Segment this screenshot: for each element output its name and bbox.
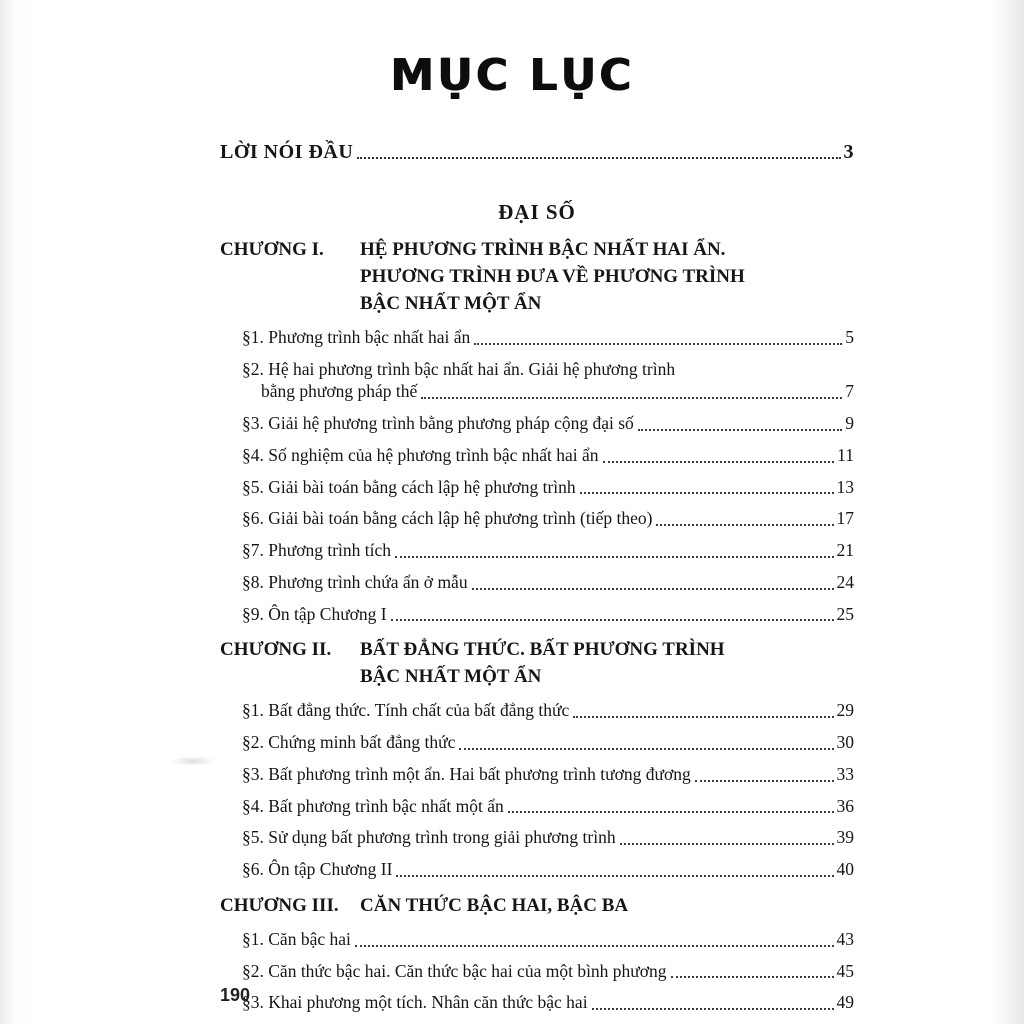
- dot-leader: [391, 619, 834, 621]
- entry-last-line: [242, 858, 854, 881]
- entry-title: §6. Giải bài toán bằng cách lập hệ phương trình (tiếp theo): [242, 508, 653, 529]
- entry-title: §9. Ôn tập Chương I: [242, 603, 387, 624]
- dot-leader: [620, 843, 834, 845]
- entry-page-number: 17: [836, 508, 854, 529]
- toc-entry: [242, 699, 854, 722]
- toc-entry: [242, 960, 854, 983]
- toc-entry: [242, 412, 854, 435]
- chapter-heading: [220, 893, 854, 920]
- entry-page-number: 25: [836, 603, 854, 624]
- entry-title: §4. Số nghiệm của hệ phương trình bậc nhất hai ẩn: [242, 444, 599, 465]
- toc-entry: [242, 358, 854, 404]
- entry-last-line: [242, 826, 854, 849]
- toc-entry: [242, 991, 854, 1014]
- entry-title: §7. Phương trình tích: [242, 540, 392, 561]
- entry-title: §2. Căn thức bậc hai. Căn thức bậc hai của một bình phương: [242, 960, 667, 981]
- dot-leader: [395, 556, 833, 558]
- entry-page-number: 21: [836, 540, 854, 561]
- entry-page-number: 36: [836, 795, 854, 816]
- toc-entry: [242, 507, 854, 530]
- entry-last-line: [242, 699, 854, 722]
- chapter-title-line: BẬC NHẤT MỘT ẨN: [360, 292, 542, 314]
- entry-title: §6. Ôn tập Chương II: [242, 859, 393, 880]
- entry-page-number: 29: [836, 700, 854, 721]
- entry-title: §3. Bất phương trình một ẩn. Hai bất phương trình tương đương: [242, 763, 691, 784]
- entry-last-line: [242, 603, 854, 626]
- entry-page-number: 13: [836, 476, 854, 497]
- entry-page-number: 45: [836, 960, 854, 981]
- footer-page-number: 190: [220, 985, 251, 1005]
- dot-leader: [472, 588, 834, 590]
- entry-page-number: 33: [836, 763, 854, 784]
- toc-entry: [242, 444, 854, 467]
- entry-title: §1. Bất đẳng thức. Tính chất của bất đẳng thức: [242, 700, 570, 721]
- entry-last-line: [242, 763, 854, 786]
- entry-last-line: [242, 991, 854, 1014]
- entry-page-number: 49: [836, 992, 854, 1013]
- dot-leader: [592, 1008, 834, 1010]
- dot-leader: [573, 716, 833, 718]
- toc-entry: [242, 826, 854, 849]
- toc-entry: [242, 763, 854, 786]
- preface-page-number: 3: [843, 141, 854, 163]
- toc-entry: [242, 326, 854, 349]
- entry-last-line: [242, 960, 854, 983]
- toc-entry: [242, 571, 854, 594]
- section-heading: ĐẠI SỐ: [498, 200, 576, 224]
- entry-page-number: 39: [836, 827, 854, 848]
- entry-page-number: 40: [836, 859, 854, 880]
- entry-title: bằng phương pháp thế: [261, 381, 418, 402]
- dot-leader: [357, 157, 840, 159]
- chapter-title-line: BẬC NHẤT MỘT ẨN: [360, 666, 542, 688]
- entry-title: §2. Chứng minh bất đẳng thức: [242, 732, 456, 753]
- preface-row: [220, 141, 854, 164]
- entry-last-line: [242, 928, 854, 951]
- dot-leader: [459, 748, 833, 750]
- dot-leader: [580, 492, 834, 494]
- dot-leader: [656, 524, 833, 526]
- entry-title: §5. Sử dụng bất phương trình trong giải phương trình: [242, 827, 616, 848]
- entry-page-number: 5: [845, 326, 854, 347]
- dot-leader: [695, 780, 834, 782]
- entry-last-line: [242, 539, 854, 562]
- entry-last-line: [242, 444, 854, 467]
- entry-page-number: 7: [845, 381, 854, 402]
- entry-text-line: §2. Hệ hai phương trình bậc nhất hai ẩn. Giải hệ phương trình: [242, 358, 676, 379]
- toc-entry: [242, 603, 854, 626]
- chapter-title-line: BẤT ĐẲNG THỨC. BẤT PHƯƠNG TRÌNH: [360, 639, 725, 661]
- toc-entry: [242, 539, 854, 562]
- chapter-title-line: PHƯƠNG TRÌNH ĐƯA VỀ PHƯƠNG TRÌNH: [360, 265, 745, 287]
- chapter-title: [360, 637, 854, 691]
- dot-leader: [671, 976, 834, 978]
- toc-entry: [242, 928, 854, 951]
- entry-page-number: 9: [845, 413, 854, 434]
- page-title: MỤC LỤC: [389, 50, 635, 101]
- entry-title: §8. Phương trình chứa ẩn ở mẫu: [242, 571, 468, 592]
- entry-last-line: [242, 380, 854, 403]
- chapter-heading: [220, 637, 854, 691]
- entry-page-number: 43: [836, 928, 854, 949]
- toc-entry: [242, 858, 854, 881]
- entry-last-line: [242, 412, 854, 435]
- scan-smudge: [170, 756, 216, 766]
- entry-last-line: [242, 731, 854, 754]
- entry-page-number: 11: [837, 444, 854, 465]
- entry-page-number: 30: [836, 732, 854, 753]
- entry-last-line: [242, 571, 854, 594]
- dot-leader: [638, 429, 842, 431]
- entry-page-number: 24: [836, 571, 854, 592]
- dot-leader: [355, 945, 834, 947]
- entry-last-line: [242, 326, 854, 349]
- entry-title: §1. Phương trình bậc nhất hai ẩn: [242, 326, 471, 347]
- entry-title: §3. Khai phương một tích. Nhân căn thức bậc hai: [242, 992, 588, 1013]
- entry-last-line: [242, 476, 854, 499]
- chapter-label: CHƯƠNG III.: [220, 894, 339, 916]
- entry-title: §5. Giải bài toán bằng cách lập hệ phương trình: [242, 476, 576, 497]
- dot-leader: [396, 875, 833, 877]
- entry-title: §3. Giải hệ phương trình bằng phương pháp cộng đại số: [242, 413, 634, 434]
- toc-entry: [242, 476, 854, 499]
- chapter-title-line: HỆ PHƯƠNG TRÌNH BẬC NHẤT HAI ẨN.: [360, 239, 726, 260]
- toc-entry: [242, 731, 854, 754]
- dot-leader: [421, 397, 842, 399]
- chapters: [220, 237, 854, 1014]
- chapter-label: CHƯƠNG II.: [220, 639, 332, 661]
- preface-label: LỜI NÓI ĐẦU: [220, 141, 354, 163]
- toc-content: [220, 141, 854, 1014]
- chapter-title-line: CĂN THỨC BẬC HAI, BẬC BA: [360, 894, 629, 916]
- dot-leader: [474, 343, 842, 345]
- entry-title: §4. Bất phương trình bậc nhất một ẩn: [242, 795, 504, 816]
- chapter-label: CHƯƠNG I.: [220, 239, 324, 260]
- chapter-title: [360, 237, 854, 318]
- toc-entry: [242, 795, 854, 818]
- entry-title: §1. Căn bậc hai: [242, 928, 351, 949]
- dot-leader: [508, 811, 834, 813]
- dot-leader: [603, 461, 835, 463]
- chapter-heading: [220, 237, 854, 318]
- entry-last-line: [242, 795, 854, 818]
- entry-last-line: [242, 507, 854, 530]
- chapter-title: [360, 893, 854, 920]
